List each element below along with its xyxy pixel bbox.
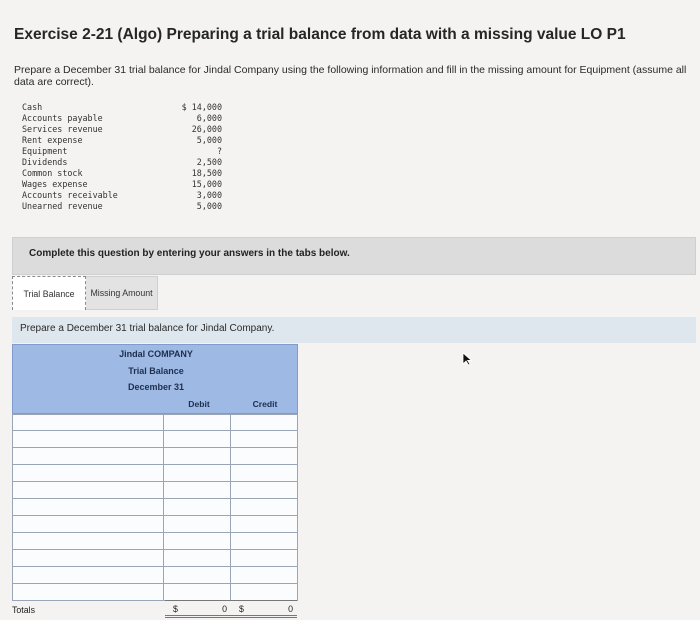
table-row [12, 567, 298, 584]
debit-input[interactable] [164, 465, 231, 482]
account-name: Common stock [22, 168, 83, 178]
table-row [12, 516, 298, 533]
data-row [22, 124, 222, 135]
account-select[interactable] [12, 482, 164, 499]
tab-instruction-text: Prepare a December 31 trial balance for Jindal Company. [20, 323, 275, 334]
credit-input[interactable] [231, 533, 298, 550]
account-select[interactable] [12, 414, 164, 431]
account-name: Unearned revenue [22, 201, 103, 211]
credit-input[interactable] [231, 584, 298, 601]
credit-input[interactable] [231, 550, 298, 567]
tab-instruction-bar [12, 317, 696, 343]
account-select[interactable] [12, 584, 164, 601]
table-row [12, 533, 298, 550]
data-row [22, 179, 222, 190]
table-row [12, 414, 298, 431]
trial-balance-header [12, 344, 298, 414]
credit-input[interactable] [231, 499, 298, 516]
account-select[interactable] [12, 431, 164, 448]
account-name: Cash [22, 102, 43, 112]
credit-input[interactable] [231, 448, 298, 465]
account-data-list [22, 102, 222, 212]
debit-total-value: 0 [222, 604, 227, 614]
complete-question-banner [12, 237, 696, 275]
credit-input[interactable] [231, 516, 298, 533]
debit-input[interactable] [164, 550, 231, 567]
account-amount: 3,000 [196, 190, 222, 200]
table-row [12, 431, 298, 448]
account-select[interactable] [12, 550, 164, 567]
debit-input[interactable] [164, 431, 231, 448]
account-amount: 26,000 [191, 124, 222, 134]
credit-input[interactable] [231, 482, 298, 499]
account-name: Services revenue [22, 124, 103, 134]
credit-input[interactable] [231, 431, 298, 448]
tab-missing-amount[interactable]: Missing Amount [86, 276, 158, 310]
debit-input[interactable] [164, 516, 231, 533]
account-amount: 18,500 [191, 168, 222, 178]
data-row [22, 168, 222, 179]
account-select[interactable] [12, 567, 164, 584]
credit-input[interactable] [231, 567, 298, 584]
credit-input[interactable] [231, 465, 298, 482]
credit-column-header: Credit [252, 399, 278, 409]
data-row [22, 102, 222, 113]
account-name: Rent expense [22, 135, 83, 145]
table-row [12, 584, 298, 601]
debit-total [165, 600, 231, 618]
account-amount: 15,000 [191, 179, 222, 189]
account-amount: 6,000 [196, 113, 222, 123]
exercise-instructions: Prepare a December 31 trial balance for Jindal Company using the following information and fill in the missing amount for Equipment (assume all data are correct). [14, 64, 687, 88]
data-row [22, 113, 222, 124]
debit-input[interactable] [164, 482, 231, 499]
account-name: Equipment [22, 146, 68, 156]
account-amount: 5,000 [196, 201, 222, 211]
statement-date: December 31 [127, 382, 185, 392]
account-name: Dividends [22, 157, 68, 167]
account-amount: ? [216, 146, 222, 156]
account-select[interactable] [12, 533, 164, 550]
debit-input[interactable] [164, 567, 231, 584]
account-name: Wages expense [22, 179, 88, 189]
totals-row [0, 600, 700, 620]
data-row [22, 201, 222, 212]
debit-column-header: Debit [188, 399, 210, 409]
data-row [22, 157, 222, 168]
debit-input[interactable] [164, 533, 231, 550]
account-name: Accounts payable [22, 113, 103, 123]
currency-symbol: $ [239, 604, 244, 614]
table-row [12, 550, 298, 567]
totals-label: Totals [12, 605, 35, 615]
account-amount: $ 14,000 [181, 102, 222, 112]
company-name: Jindal COMPANY [119, 349, 193, 359]
credit-total [231, 600, 297, 618]
account-name: Accounts receivable [22, 190, 118, 200]
tab-trial-balance[interactable]: Trial Balance [12, 276, 86, 310]
complete-question-text: Complete this question by entering your answers in the tabs below. [29, 248, 350, 259]
account-amount: 5,000 [196, 135, 222, 145]
credit-input[interactable] [231, 414, 298, 431]
account-select[interactable] [12, 448, 164, 465]
table-row [12, 499, 298, 516]
trial-balance-entry-grid [12, 414, 298, 601]
account-select[interactable] [12, 499, 164, 516]
debit-input[interactable] [164, 414, 231, 431]
answer-tabs [12, 276, 158, 310]
exercise-title: Exercise 2-21 (Algo) Preparing a trial balance from data with a missing value LO P1 [14, 26, 626, 43]
account-select[interactable] [12, 516, 164, 533]
table-row [12, 465, 298, 482]
currency-symbol: $ [173, 604, 178, 614]
table-row [12, 482, 298, 499]
table-row [12, 448, 298, 465]
debit-input[interactable] [164, 448, 231, 465]
data-row [22, 190, 222, 201]
account-select[interactable] [12, 465, 164, 482]
data-row [22, 135, 222, 146]
mouse-pointer-icon [462, 352, 474, 371]
debit-input[interactable] [164, 584, 231, 601]
debit-input[interactable] [164, 499, 231, 516]
statement-name: Trial Balance [128, 366, 184, 376]
account-amount: 2,500 [196, 157, 222, 167]
credit-total-value: 0 [288, 604, 293, 614]
data-row [22, 146, 222, 157]
